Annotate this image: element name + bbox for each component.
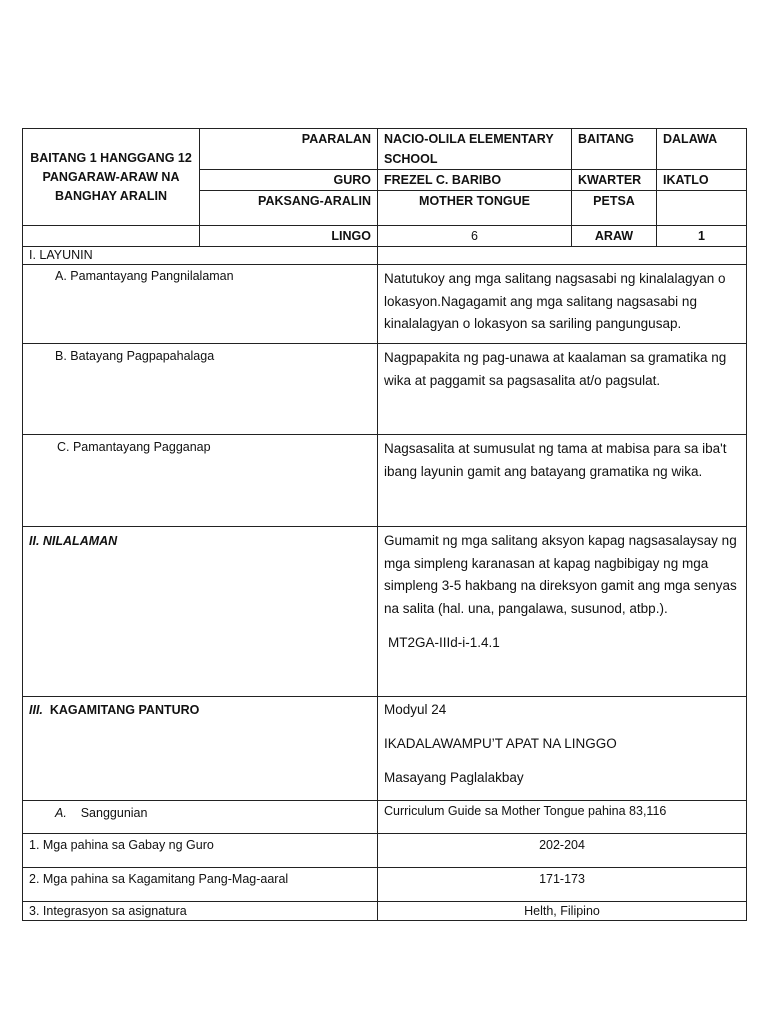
gabay-guro-value: 202-204 bbox=[378, 834, 747, 868]
kagamitang-mag-aaral-value: 171-173 bbox=[378, 868, 747, 902]
lingo-value: 6 bbox=[378, 226, 572, 247]
integrasyon-value: Helth, Filipino bbox=[378, 902, 747, 921]
lesson-title-text: Masayang Paglalakbay bbox=[384, 770, 524, 785]
pamantayang-pangnilalaman-label: A. Pamantayang Pangnilalaman bbox=[23, 265, 378, 344]
sanggunian-label bbox=[23, 801, 378, 834]
sanggunian-number: A. bbox=[55, 806, 67, 820]
pamantayang-pagganap-label: C. Pamantayang Pagganap bbox=[23, 435, 378, 527]
batayang-pagpapahalaga-value: Nagpapakita ng pag-unawa at kaalaman sa gramatika ng wika at paggamit sa pagsasalita at/o pagsulat. bbox=[378, 344, 747, 435]
sanggunian-text: Sanggunian bbox=[80, 806, 148, 820]
kagamitan-heading-number: III. bbox=[29, 703, 43, 717]
nilalaman-cell bbox=[378, 527, 747, 697]
nilalaman-heading: II. NILALAMAN bbox=[23, 527, 378, 697]
baitang-value: DALAWA bbox=[657, 129, 747, 170]
paaralan-label: PAARALAN bbox=[200, 129, 378, 170]
kwarter-label: KWARTER bbox=[572, 170, 657, 191]
week-text: IKADALAWAMPU’T APAT NA LINGGO bbox=[384, 736, 617, 751]
kagamitang-mag-aaral-label: 2. Mga pahina sa Kagamitang Pang-Mag-aaral bbox=[23, 868, 378, 902]
kwarter-value: IKATLO bbox=[657, 170, 747, 191]
lingo-label: LINGO bbox=[200, 226, 378, 247]
araw-label: ARAW bbox=[572, 226, 657, 247]
kagamitan-cell bbox=[378, 697, 747, 801]
guro-value: FREZEL C. BARIBO bbox=[378, 170, 572, 191]
pamantayang-pagganap-value: Nagsasalita at sumusulat ng tama at mabisa para sa iba't ibang layunin gamit ang batayang gramatika ng wika. bbox=[378, 435, 747, 527]
integrasyon-label: 3. Integrasyon sa asignatura bbox=[23, 902, 378, 921]
nilalaman-value: Gumamit ng mga salitang aksyon kapag nagsasalaysay ng mga simpleng karanasan at kapag nagbibigay ng mga simpleng 3-5 hakbang na direksyon gamit ang mga senyas na salita (hal. una, pangalawa, susunod, atbp.). bbox=[384, 533, 737, 616]
layunin-heading: I. LAYUNIN bbox=[23, 247, 378, 265]
pamantayang-pangnilalaman-value: Natutukoy ang mga salitang nagsasabi ng kinalalagyan o lokasyon.Nagagamit ang mga salitang nagsasabi ng kinalalagyan o lokasyon sa sariling pangungusap. bbox=[378, 265, 747, 344]
araw-value: 1 bbox=[657, 226, 747, 247]
kagamitan-heading bbox=[23, 697, 378, 801]
kagamitan-heading-text: KAGAMITANG PANTURO bbox=[49, 703, 200, 717]
paksa-label: PAKSANG-ARALIN bbox=[200, 191, 378, 226]
sanggunian-value: Curriculum Guide sa Mother Tongue pahina 83,116 bbox=[378, 801, 747, 834]
body-table bbox=[22, 246, 747, 921]
paksa-value: MOTHER TONGUE bbox=[378, 191, 572, 226]
batayang-pagpapahalaga-label: B. Batayang Pagpapahalaga bbox=[23, 344, 378, 435]
baitang-label: BAITANG bbox=[572, 129, 657, 170]
blank-cell bbox=[23, 226, 200, 247]
petsa-label: PETSA bbox=[572, 191, 657, 226]
gabay-guro-label: 1. Mga pahina sa Gabay ng Guro bbox=[23, 834, 378, 868]
petsa-value bbox=[657, 191, 747, 226]
paaralan-value: NACIO-OLILA ELEMENTARY SCHOOL bbox=[378, 129, 572, 170]
competency-code: MT2GA-IIId-i-1.4.1 bbox=[388, 635, 500, 650]
modyul-text: Modyul 24 bbox=[384, 702, 447, 717]
plan-title: BAITANG 1 HANGGANG 12 PANGARAW-ARAW NA BANGHAY ARALIN bbox=[23, 129, 200, 226]
guro-label: GURO bbox=[200, 170, 378, 191]
lesson-plan-sheet bbox=[22, 128, 746, 921]
header-table bbox=[22, 128, 747, 247]
layunin-blank bbox=[378, 247, 747, 265]
